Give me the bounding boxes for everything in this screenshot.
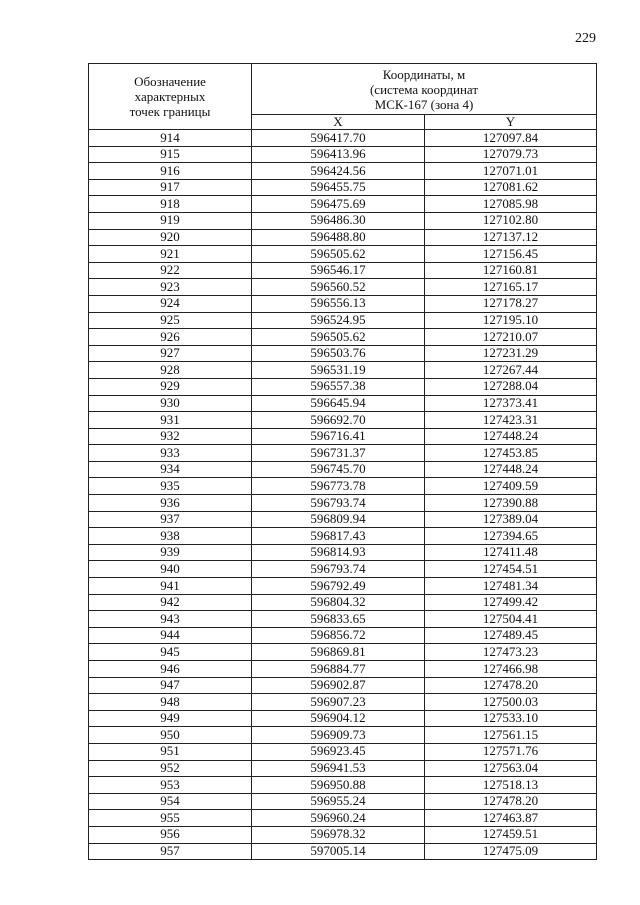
y-coordinate-cell: 127473.23 bbox=[425, 644, 597, 661]
y-coordinate-cell: 127409.59 bbox=[425, 478, 597, 495]
table-row bbox=[89, 212, 597, 229]
point-number-cell: 925 bbox=[89, 312, 252, 329]
y-coordinate-cell: 127533.10 bbox=[425, 710, 597, 727]
x-coordinate-cell: 596941.53 bbox=[252, 760, 425, 777]
x-coordinate-cell: 596856.72 bbox=[252, 627, 425, 644]
y-coordinate-cell: 127231.29 bbox=[425, 345, 597, 362]
table-row bbox=[89, 445, 597, 462]
table-row bbox=[89, 362, 597, 379]
table-row bbox=[89, 760, 597, 777]
y-coordinate-cell: 127463.87 bbox=[425, 810, 597, 827]
point-number-cell: 916 bbox=[89, 163, 252, 180]
table-row bbox=[89, 478, 597, 495]
x-coordinate-cell: 596793.74 bbox=[252, 561, 425, 578]
table-row bbox=[89, 412, 597, 429]
point-number-cell: 957 bbox=[89, 843, 252, 860]
point-header-line-2: характерных bbox=[134, 89, 206, 104]
y-coordinate-cell: 127478.20 bbox=[425, 793, 597, 810]
x-coordinate-cell: 596546.17 bbox=[252, 262, 425, 279]
table-row bbox=[89, 146, 597, 163]
table-row bbox=[89, 295, 597, 312]
table-row bbox=[89, 777, 597, 794]
point-number-cell: 921 bbox=[89, 246, 252, 263]
point-number-cell: 918 bbox=[89, 196, 252, 213]
table-row bbox=[89, 345, 597, 362]
point-number-cell: 942 bbox=[89, 594, 252, 611]
table-row bbox=[89, 130, 597, 147]
x-coordinate-cell: 596488.80 bbox=[252, 229, 425, 246]
table-row bbox=[89, 743, 597, 760]
point-number-cell: 955 bbox=[89, 810, 252, 827]
table-row bbox=[89, 179, 597, 196]
point-number-cell: 917 bbox=[89, 179, 252, 196]
coordinates-table bbox=[88, 63, 597, 860]
point-number-cell: 923 bbox=[89, 279, 252, 296]
x-coordinate-cell: 596809.94 bbox=[252, 511, 425, 528]
point-number-cell: 937 bbox=[89, 511, 252, 528]
table-row bbox=[89, 163, 597, 180]
x-coordinate-cell: 596817.43 bbox=[252, 528, 425, 545]
y-coordinate-cell: 127561.15 bbox=[425, 727, 597, 744]
page-number: 229 bbox=[575, 31, 596, 46]
y-coordinate-cell: 127459.51 bbox=[425, 826, 597, 843]
y-coordinate-cell: 127500.03 bbox=[425, 694, 597, 711]
y-coordinate-cell: 127097.84 bbox=[425, 130, 597, 147]
table-row bbox=[89, 329, 597, 346]
y-column-header: Y bbox=[425, 115, 597, 130]
table-row bbox=[89, 528, 597, 545]
x-coordinate-cell: 596417.70 bbox=[252, 130, 425, 147]
table-row bbox=[89, 826, 597, 843]
point-number-cell: 950 bbox=[89, 727, 252, 744]
point-number-cell: 933 bbox=[89, 445, 252, 462]
table-row bbox=[89, 312, 597, 329]
y-coordinate-cell: 127156.45 bbox=[425, 246, 597, 263]
y-coordinate-cell: 127102.80 bbox=[425, 212, 597, 229]
y-coordinate-cell: 127453.85 bbox=[425, 445, 597, 462]
point-number-cell: 945 bbox=[89, 644, 252, 661]
x-coordinate-cell: 596524.95 bbox=[252, 312, 425, 329]
table-row bbox=[89, 495, 597, 512]
table-row bbox=[89, 661, 597, 678]
coordinates-table-body bbox=[89, 130, 597, 860]
point-number-cell: 940 bbox=[89, 561, 252, 578]
table-row bbox=[89, 196, 597, 213]
point-number-cell: 947 bbox=[89, 677, 252, 694]
y-coordinate-cell: 127267.44 bbox=[425, 362, 597, 379]
x-coordinate-cell: 596692.70 bbox=[252, 412, 425, 429]
point-number-cell: 930 bbox=[89, 395, 252, 412]
point-number-cell: 952 bbox=[89, 760, 252, 777]
x-coordinate-cell: 596978.32 bbox=[252, 826, 425, 843]
x-coordinate-cell: 596909.73 bbox=[252, 727, 425, 744]
x-coordinate-cell: 596424.56 bbox=[252, 163, 425, 180]
x-coordinate-cell: 596884.77 bbox=[252, 661, 425, 678]
x-coordinate-cell: 596869.81 bbox=[252, 644, 425, 661]
table-row bbox=[89, 279, 597, 296]
point-designation-header bbox=[89, 64, 252, 130]
x-coordinate-cell: 596455.75 bbox=[252, 179, 425, 196]
y-coordinate-cell: 127499.42 bbox=[425, 594, 597, 611]
x-coordinate-cell: 596731.37 bbox=[252, 445, 425, 462]
x-coordinate-cell: 596505.62 bbox=[252, 329, 425, 346]
x-coordinate-cell: 596955.24 bbox=[252, 793, 425, 810]
table-row bbox=[89, 627, 597, 644]
x-coordinate-cell: 596773.78 bbox=[252, 478, 425, 495]
x-coordinate-cell: 596902.87 bbox=[252, 677, 425, 694]
point-number-cell: 951 bbox=[89, 743, 252, 760]
table-row bbox=[89, 262, 597, 279]
point-number-cell: 938 bbox=[89, 528, 252, 545]
y-coordinate-cell: 127448.24 bbox=[425, 461, 597, 478]
y-coordinate-cell: 127085.98 bbox=[425, 196, 597, 213]
table-row bbox=[89, 544, 597, 561]
y-coordinate-cell: 127390.88 bbox=[425, 495, 597, 512]
x-coordinate-cell: 596792.49 bbox=[252, 578, 425, 595]
table-row bbox=[89, 229, 597, 246]
point-number-cell: 919 bbox=[89, 212, 252, 229]
point-number-cell: 939 bbox=[89, 544, 252, 561]
y-coordinate-cell: 127504.41 bbox=[425, 611, 597, 628]
x-coordinate-cell: 596904.12 bbox=[252, 710, 425, 727]
x-coordinate-cell: 596556.13 bbox=[252, 295, 425, 312]
point-number-cell: 927 bbox=[89, 345, 252, 362]
y-coordinate-cell: 127389.04 bbox=[425, 511, 597, 528]
table-row bbox=[89, 246, 597, 263]
x-coordinate-cell: 596475.69 bbox=[252, 196, 425, 213]
x-coordinate-cell: 596716.41 bbox=[252, 428, 425, 445]
coords-header-line-2: (система координат bbox=[369, 81, 479, 97]
coords-header-line-1: Координаты, м bbox=[382, 66, 466, 82]
point-number-cell: 934 bbox=[89, 461, 252, 478]
x-coordinate-cell: 596413.96 bbox=[252, 146, 425, 163]
coordinates-header bbox=[252, 64, 597, 115]
x-coordinate-cell: 596960.24 bbox=[252, 810, 425, 827]
point-number-cell: 953 bbox=[89, 777, 252, 794]
table-row bbox=[89, 578, 597, 595]
point-header-line-3: точек границы bbox=[129, 104, 211, 119]
y-coordinate-cell: 127165.17 bbox=[425, 279, 597, 296]
point-number-cell: 936 bbox=[89, 495, 252, 512]
y-coordinate-cell: 127571.76 bbox=[425, 743, 597, 760]
x-coordinate-cell: 596907.23 bbox=[252, 694, 425, 711]
x-coordinate-cell: 596814.93 bbox=[252, 544, 425, 561]
y-coordinate-cell: 127481.34 bbox=[425, 578, 597, 595]
point-number-cell: 929 bbox=[89, 378, 252, 395]
point-number-cell: 932 bbox=[89, 428, 252, 445]
y-coordinate-cell: 127563.04 bbox=[425, 760, 597, 777]
point-number-cell: 931 bbox=[89, 412, 252, 429]
y-coordinate-cell: 127454.51 bbox=[425, 561, 597, 578]
point-number-cell: 935 bbox=[89, 478, 252, 495]
x-coordinate-cell: 596950.88 bbox=[252, 777, 425, 794]
x-coordinate-cell: 596486.30 bbox=[252, 212, 425, 229]
point-number-cell: 954 bbox=[89, 793, 252, 810]
y-coordinate-cell: 127071.01 bbox=[425, 163, 597, 180]
y-coordinate-cell: 127160.81 bbox=[425, 262, 597, 279]
y-coordinate-cell: 127448.24 bbox=[425, 428, 597, 445]
point-number-cell: 944 bbox=[89, 627, 252, 644]
point-number-cell: 915 bbox=[89, 146, 252, 163]
table-row bbox=[89, 727, 597, 744]
x-coordinate-cell: 596804.32 bbox=[252, 594, 425, 611]
point-number-cell: 943 bbox=[89, 611, 252, 628]
y-coordinate-cell: 127423.31 bbox=[425, 412, 597, 429]
point-number-cell: 924 bbox=[89, 295, 252, 312]
table-row bbox=[89, 677, 597, 694]
table-row bbox=[89, 594, 597, 611]
x-coordinate-cell: 596560.52 bbox=[252, 279, 425, 296]
point-number-cell: 949 bbox=[89, 710, 252, 727]
table-row bbox=[89, 710, 597, 727]
x-coordinate-cell: 596745.70 bbox=[252, 461, 425, 478]
y-coordinate-cell: 127210.07 bbox=[425, 329, 597, 346]
x-coordinate-cell: 597005.14 bbox=[252, 843, 425, 860]
point-number-cell: 948 bbox=[89, 694, 252, 711]
y-coordinate-cell: 127081.62 bbox=[425, 179, 597, 196]
table-row bbox=[89, 428, 597, 445]
table-row bbox=[89, 694, 597, 711]
point-number-cell: 928 bbox=[89, 362, 252, 379]
y-coordinate-cell: 127288.04 bbox=[425, 378, 597, 395]
y-coordinate-cell: 127079.73 bbox=[425, 146, 597, 163]
table-row bbox=[89, 611, 597, 628]
table-row bbox=[89, 843, 597, 860]
table-row bbox=[89, 461, 597, 478]
y-coordinate-cell: 127394.65 bbox=[425, 528, 597, 545]
point-number-cell: 914 bbox=[89, 130, 252, 147]
table-row bbox=[89, 395, 597, 412]
x-coordinate-cell: 596833.65 bbox=[252, 611, 425, 628]
coords-header-line-3: МСК-167 (зона 4) bbox=[374, 96, 474, 112]
point-number-cell: 920 bbox=[89, 229, 252, 246]
y-coordinate-cell: 127466.98 bbox=[425, 661, 597, 678]
y-coordinate-cell: 127489.45 bbox=[425, 627, 597, 644]
point-number-cell: 956 bbox=[89, 826, 252, 843]
point-header-line-1: Обозначение bbox=[134, 74, 206, 89]
table-row bbox=[89, 793, 597, 810]
table-row bbox=[89, 810, 597, 827]
point-number-cell: 941 bbox=[89, 578, 252, 595]
y-coordinate-cell: 127373.41 bbox=[425, 395, 597, 412]
table-row bbox=[89, 511, 597, 528]
x-coordinate-cell: 596923.45 bbox=[252, 743, 425, 760]
y-coordinate-cell: 127478.20 bbox=[425, 677, 597, 694]
y-coordinate-cell: 127137.12 bbox=[425, 229, 597, 246]
x-column-header: X bbox=[252, 115, 425, 130]
table-row bbox=[89, 378, 597, 395]
x-coordinate-cell: 596793.74 bbox=[252, 495, 425, 512]
point-number-cell: 946 bbox=[89, 661, 252, 678]
y-coordinate-cell: 127195.10 bbox=[425, 312, 597, 329]
table-row bbox=[89, 644, 597, 661]
y-coordinate-cell: 127518.13 bbox=[425, 777, 597, 794]
x-coordinate-cell: 596505.62 bbox=[252, 246, 425, 263]
y-coordinate-cell: 127411.48 bbox=[425, 544, 597, 561]
x-coordinate-cell: 596645.94 bbox=[252, 395, 425, 412]
x-coordinate-cell: 596557.38 bbox=[252, 378, 425, 395]
x-coordinate-cell: 596531.19 bbox=[252, 362, 425, 379]
point-number-cell: 926 bbox=[89, 329, 252, 346]
point-number-cell: 922 bbox=[89, 262, 252, 279]
y-coordinate-cell: 127475.09 bbox=[425, 843, 597, 860]
y-coordinate-cell: 127178.27 bbox=[425, 295, 597, 312]
x-coordinate-cell: 596503.76 bbox=[252, 345, 425, 362]
table-row bbox=[89, 561, 597, 578]
